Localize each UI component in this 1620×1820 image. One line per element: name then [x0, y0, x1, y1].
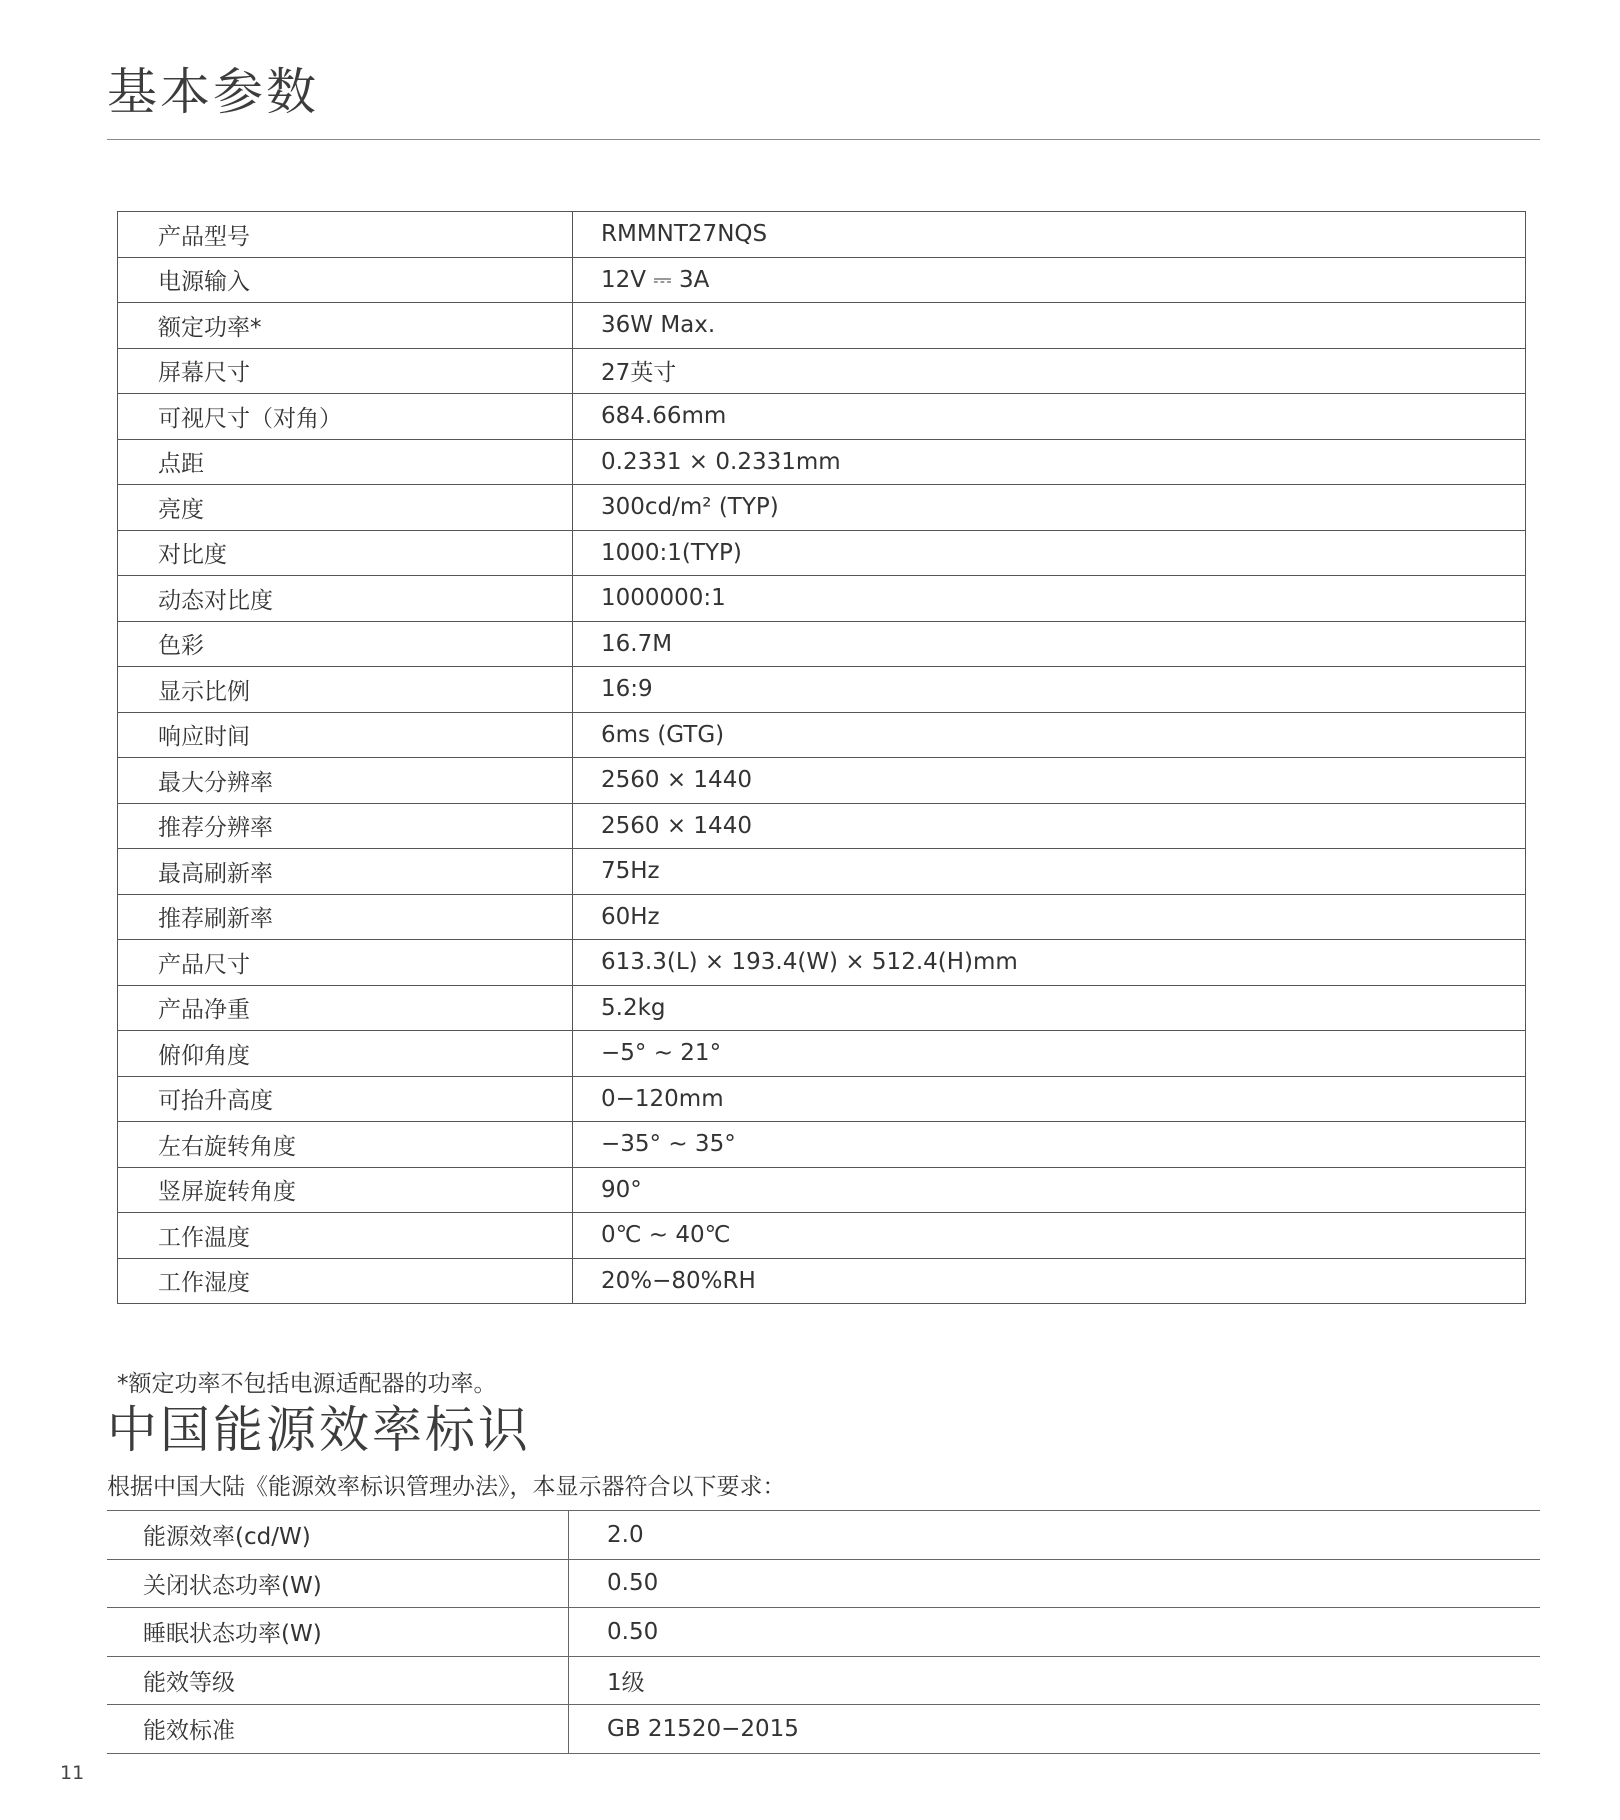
spec-label: 色彩: [118, 621, 573, 667]
spec-value: RMMNT27NQS: [573, 212, 1526, 258]
spec-value: 16.7M: [573, 621, 1526, 667]
spec-value: 0−120mm: [573, 1076, 1526, 1122]
spec-value: 1000000:1: [573, 576, 1526, 622]
spec-label: 对比度: [118, 530, 573, 576]
spec-value: −35° ~ 35°: [573, 1122, 1526, 1168]
spec-label: 可抬升高度: [118, 1076, 573, 1122]
energy-label: 能效等级: [107, 1656, 569, 1705]
spec-value: 60Hz: [573, 894, 1526, 940]
spec-label: 额定功率*: [118, 303, 573, 349]
spec-label: 可视尺寸（对角）: [118, 394, 573, 440]
spec-value: 300cd/m² (TYP): [573, 485, 1526, 531]
spec-value: −5° ~ 21°: [573, 1031, 1526, 1077]
spec-value: 12V ⎓ 3A: [573, 257, 1526, 303]
table-row: [118, 712, 1526, 758]
spec-value: 36W Max.: [573, 303, 1526, 349]
table-row: [118, 303, 1526, 349]
spec-value: 2560 × 1440: [573, 758, 1526, 804]
spec-value: 0℃ ~ 40℃: [573, 1213, 1526, 1259]
energy-label: 睡眠状态功率(W): [107, 1608, 569, 1657]
spec-value: 613.3(L) × 193.4(W) × 512.4(H)mm: [573, 940, 1526, 986]
spec-value: 75Hz: [573, 849, 1526, 895]
spec-label: 工作湿度: [118, 1258, 573, 1304]
spec-label: 推荐刷新率: [118, 894, 573, 940]
energy-label: 能效标准: [107, 1705, 569, 1754]
table-row: [118, 257, 1526, 303]
section-title: 中国能源效率标识: [107, 1401, 531, 1459]
spec-label: 左右旋转角度: [118, 1122, 573, 1168]
table-row: [118, 621, 1526, 667]
spec-label: 响应时间: [118, 712, 573, 758]
energy-table: [107, 1510, 1540, 1754]
table-row: [118, 940, 1526, 986]
table-row: [118, 803, 1526, 849]
spec-label: 俯仰角度: [118, 1031, 573, 1077]
table-row: [107, 1559, 1540, 1608]
spec-value: 0.2331 × 0.2331mm: [573, 439, 1526, 485]
table-row: [107, 1608, 1540, 1657]
spec-label: 工作温度: [118, 1213, 573, 1259]
energy-value: 0.50: [569, 1608, 1541, 1657]
spec-value: 2560 × 1440: [573, 803, 1526, 849]
spec-label: 屏幕尺寸: [118, 348, 573, 394]
energy-value: 2.0: [569, 1511, 1541, 1560]
table-row: [118, 439, 1526, 485]
spec-label: 产品净重: [118, 985, 573, 1031]
table-row: [118, 758, 1526, 804]
spec-value: 16:9: [573, 667, 1526, 713]
table-row: [118, 985, 1526, 1031]
table-row: [118, 1076, 1526, 1122]
spec-table: [117, 211, 1526, 1304]
energy-label: 能源效率(cd/W): [107, 1511, 569, 1560]
table-row: [118, 212, 1526, 258]
spec-label: 电源输入: [118, 257, 573, 303]
page-number: 11: [60, 1762, 85, 1784]
table-row: [107, 1656, 1540, 1705]
spec-label: 产品型号: [118, 212, 573, 258]
table-row: [118, 348, 1526, 394]
table-row: [118, 667, 1526, 713]
table-row: [118, 394, 1526, 440]
energy-label: 关闭状态功率(W): [107, 1559, 569, 1608]
table-row: [118, 485, 1526, 531]
energy-value: GB 21520−2015: [569, 1705, 1541, 1754]
table-row: [118, 1258, 1526, 1304]
page-title: 基本参数: [107, 63, 319, 121]
footnote: *额定功率不包括电源适配器的功率。: [117, 1371, 497, 1397]
spec-value: 27英寸: [573, 348, 1526, 394]
table-row: [118, 894, 1526, 940]
spec-label: 点距: [118, 439, 573, 485]
table-row: [107, 1511, 1540, 1560]
spec-value: 6ms (GTG): [573, 712, 1526, 758]
spec-value: 5.2kg: [573, 985, 1526, 1031]
spec-value: 90°: [573, 1167, 1526, 1213]
spec-label: 最高刷新率: [118, 849, 573, 895]
table-row: [118, 1031, 1526, 1077]
energy-value: 1级: [569, 1656, 1541, 1705]
table-row: [118, 1167, 1526, 1213]
spec-label: 竖屏旋转角度: [118, 1167, 573, 1213]
spec-label: 动态对比度: [118, 576, 573, 622]
spec-label: 显示比例: [118, 667, 573, 713]
table-row: [118, 1122, 1526, 1168]
table-row: [118, 1213, 1526, 1259]
spec-label: 推荐分辨率: [118, 803, 573, 849]
spec-value: 20%−80%RH: [573, 1258, 1526, 1304]
spec-label: 最大分辨率: [118, 758, 573, 804]
spec-label: 产品尺寸: [118, 940, 573, 986]
table-row: [118, 576, 1526, 622]
title-divider: [107, 139, 1540, 140]
section-description: 根据中国大陆《能源效率标识管理办法》，本显示器符合以下要求：: [107, 1474, 786, 1500]
spec-value: 684.66mm: [573, 394, 1526, 440]
spec-value: 1000:1(TYP): [573, 530, 1526, 576]
table-row: [107, 1705, 1540, 1754]
spec-label: 亮度: [118, 485, 573, 531]
table-row: [118, 849, 1526, 895]
energy-value: 0.50: [569, 1559, 1541, 1608]
table-row: [118, 530, 1526, 576]
